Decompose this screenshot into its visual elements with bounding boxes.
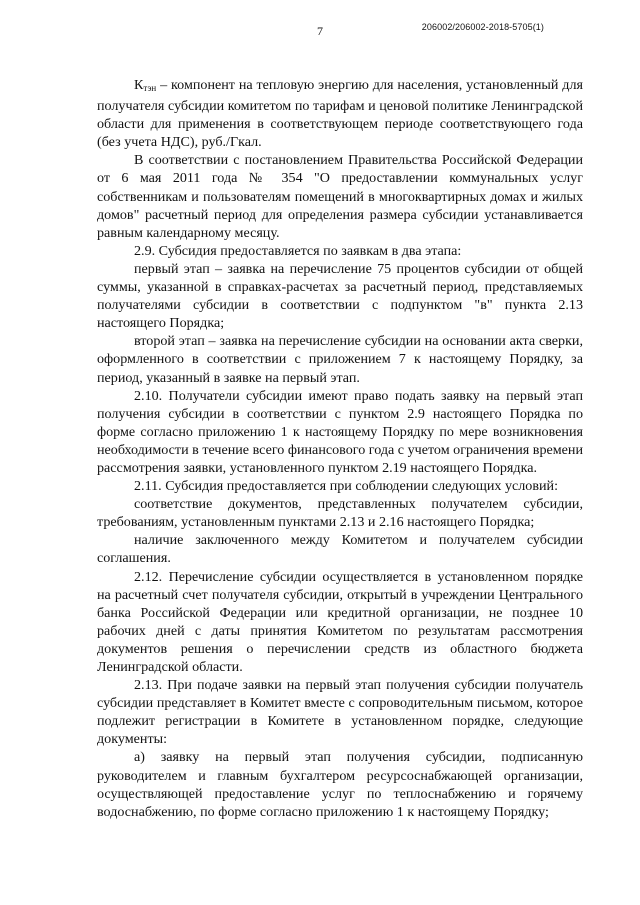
paragraph-2-12: 2.12. Перечисление субсидии осуществляется в установленном порядке на расчетный счет получателя субсидии, открытый в учреждении Центрального банка Российской Федерации или кредитной организации, не позднее 10 рабочих дней с даты принятия Комитетом по результатам рассмотрения документов решения о перечислении средств из областного бюджета Ленинградской области. (97, 568, 583, 675)
paragraph-billing-period: В соответствии с постановлением Правительства Российской Федерации от 6 мая 2011 года № 354 "О предоставлении коммунальных услуг собственникам и пользователям помещений в многоквартирных домах и жилых домов" расчетный период для определения размера субсидии устанавливается равным календарному месяцу. (97, 152, 583, 241)
paragraph-item-a: а) заявку на первый этап получения субсидии, подписанную руководителем и главным бухгалтером ресурсоснабжающей организации, осуществляющей предоставление услуг по теплоснабжению и горячему водоснабжению, по форме согласно приложению 1 к настоящему Порядку; (97, 749, 583, 820)
document-code: 206002/206002-2018-5705(1) (421, 22, 544, 32)
paragraph-condition-agreement: наличие заключенного между Комитетом и получателем субсидии соглашения. (97, 532, 583, 567)
paragraph-2-9: 2.9. Субсидия предоставляется по заявкам в два этапа: (134, 242, 462, 259)
page-number: 7 (317, 24, 323, 38)
document-body (97, 76, 583, 821)
paragraph-condition-documents: соответствие документов, представленных получателем субсидии, требованиям, установленным пунктами 2.13 и 2.16 настоящего Порядка; (97, 496, 583, 531)
k-definition: – компонент на тепловую энергию для населения, установленный для получателя субсидии комитетом по тарифам и ценовой политике Ленинградской области для применения в соответствующем периоде соответствующего года (без учета НДС), руб./Гкал. (97, 77, 583, 151)
k-symbol: К (134, 77, 144, 93)
paragraph-2-11: 2.11. Субсидия предоставляется при соблюдении следующих условий: (134, 478, 558, 495)
paragraph-second-stage: второй этап – заявка на перечисление субсидии на основании акта сверки, оформленного в соответствии с приложением 7 к настоящему Порядку, за период, указанный в заявке на первый этап. (97, 333, 583, 386)
paragraph-first-stage: первый этап – заявка на перечисление 75 процентов субсидии от общей суммы, указанной в справках-расчетах за расчетный период, представляемых получателями субсидии в соответствии с подпунктом "в" пункта 2.13 настоящего Порядка; (97, 260, 583, 332)
paragraph-2-10: 2.10. Получатели субсидии имеют право подать заявку на первый этап получения субсидии в соответствии с пунктом 2.9 настоящего Порядка по форме согласно приложению 1 к настоящему Порядку по мере возникновения необходимости в течение всего финансового года с учетом ограничения времени рассмотрения заявки, установленного пунктом 2.19 настоящего Порядка. (97, 387, 584, 476)
paragraph-2-13: 2.13. При подаче заявки на первый этап получения субсидии получатель субсидии представляет в Комитет вместе с сопроводительным письмом, которое подлежит регистрации в Комитете в установленном порядке, следующие документы: (97, 677, 583, 748)
paragraph-k-component (97, 76, 583, 151)
k-subscript: тэн (143, 83, 157, 93)
